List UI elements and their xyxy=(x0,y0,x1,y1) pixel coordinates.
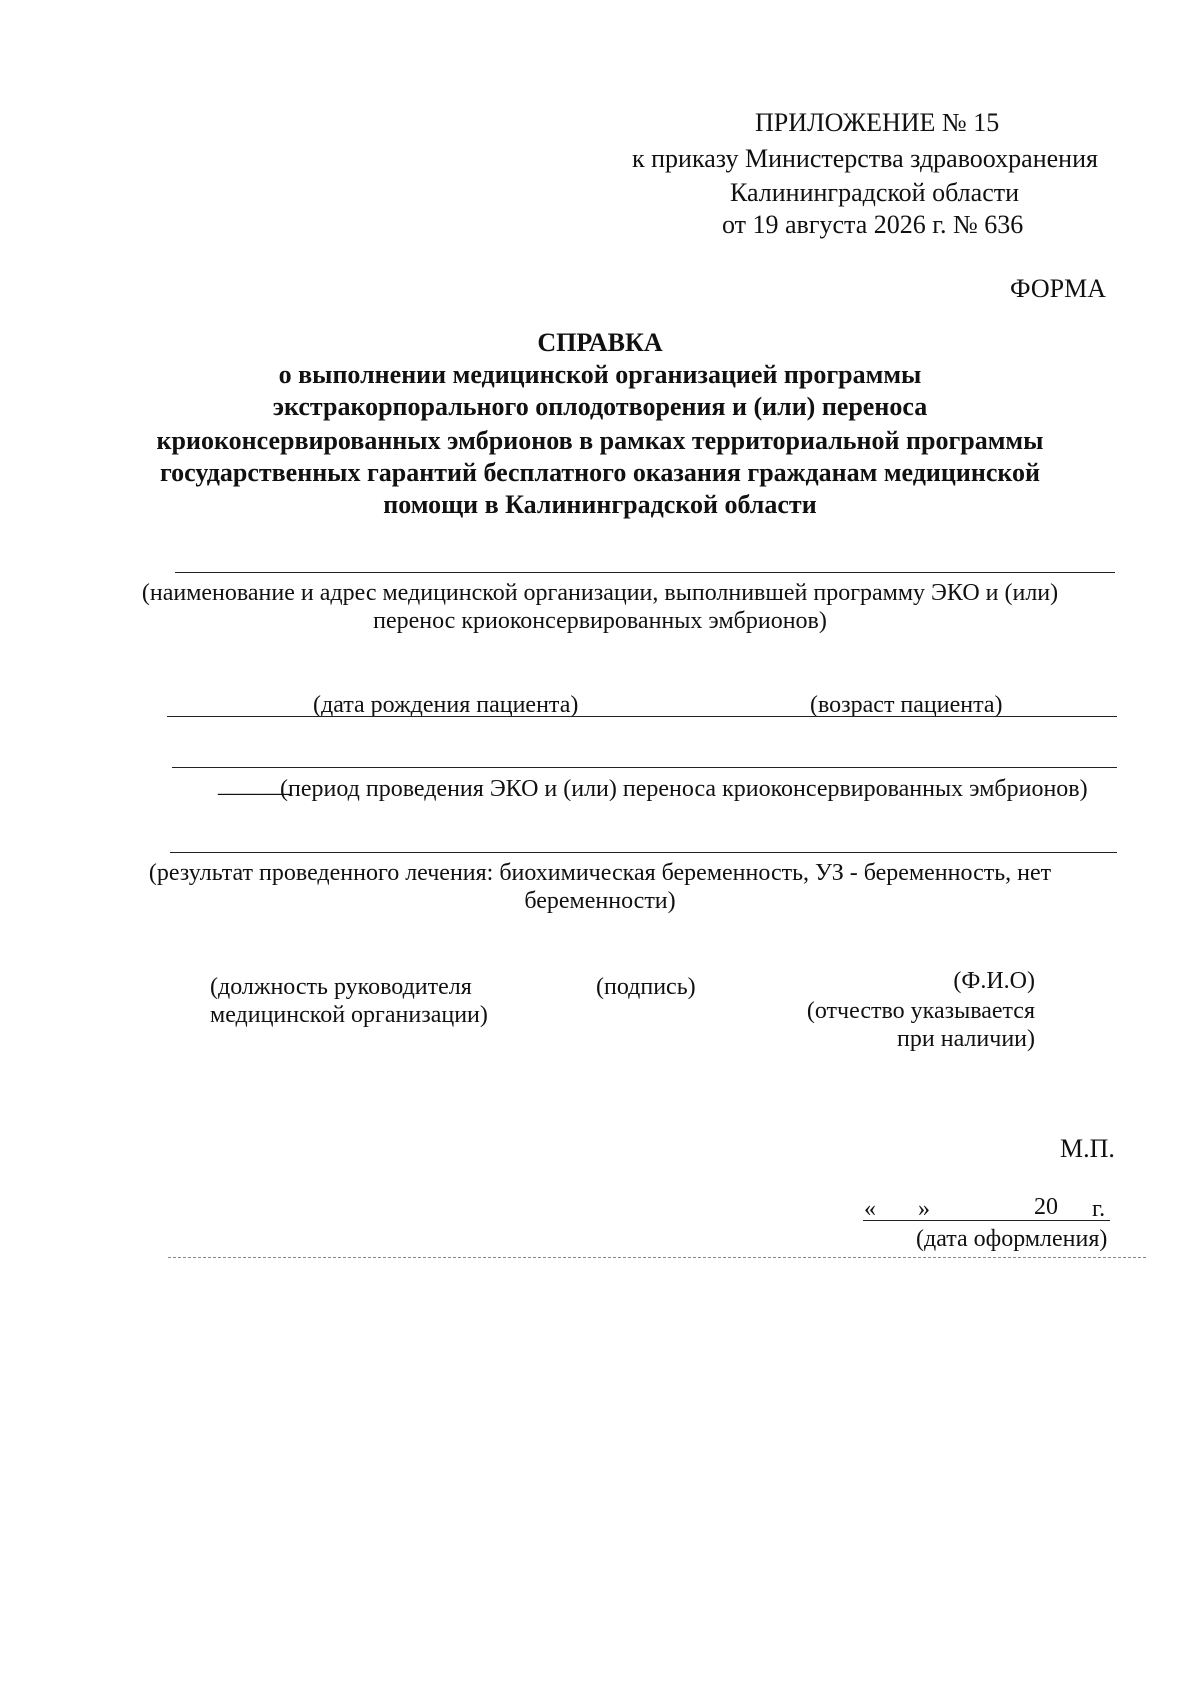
fio-caption-line-3: при наличии) xyxy=(897,1026,1035,1052)
birth-date-caption: (дата рождения пациента) xyxy=(313,692,579,718)
period-line xyxy=(172,767,1117,768)
date-year-prefix: 20 xyxy=(1034,1194,1058,1220)
org-caption-line-2: перенос криоконсервированных эмбрионов) xyxy=(373,608,827,634)
annex-number: ПРИЛОЖЕНИЕ № 15 xyxy=(755,108,1000,137)
annex-order-ref: к приказу Министерства здравоохранения xyxy=(632,144,1098,173)
date-caption: (дата оформления) xyxy=(916,1226,1108,1252)
period-blank: ______ xyxy=(218,772,290,798)
period-caption: (период проведения ЭКО и (или) переноса криоконсервированных эмбрионов) xyxy=(280,776,1088,802)
date-quote-open: « xyxy=(864,1196,876,1222)
result-caption-line-2: беременности) xyxy=(524,888,676,914)
fio-caption-line-1: (Ф.И.О) xyxy=(953,968,1035,994)
result-caption-line-1: (результат проведенного лечения: биохимическая беременность, УЗ - беременность, нет xyxy=(148,860,1052,886)
document-title: СПРАВКА xyxy=(537,328,663,357)
birth-age-line xyxy=(167,716,1117,717)
result-line xyxy=(170,852,1117,853)
annex-date: от 19 августа 2026 г. № 636 xyxy=(722,210,1024,239)
fio-caption-line-2: (отчество указывается xyxy=(806,998,1035,1024)
date-year-suffix: г. xyxy=(1092,1196,1106,1222)
bottom-border-line xyxy=(168,1257,1146,1258)
title-line-4: государственных гарантий бесплатного оказания гражданам медицинской xyxy=(160,458,1040,487)
stamp-place: М.П. xyxy=(1060,1134,1115,1163)
org-caption-line-1: (наименование и адрес медицинской организации, выполнившей программу ЭКО и (или) xyxy=(141,580,1059,606)
title-line-5: помощи в Калининградской области xyxy=(383,490,817,519)
title-line-3: криоконсервированных эмбрионов в рамках территориальной программы xyxy=(156,426,1044,455)
signature-caption: (подпись) xyxy=(596,974,696,1000)
date-quote-close: » xyxy=(918,1196,930,1222)
title-line-1: о выполнении медицинской организацией программы xyxy=(278,360,922,389)
position-caption-line-1: (должность руководителя xyxy=(210,974,472,1000)
age-caption: (возраст пациента) xyxy=(810,692,1003,718)
org-name-line xyxy=(175,572,1115,573)
position-caption-line-2: медицинской организации) xyxy=(210,1002,488,1028)
date-line xyxy=(863,1220,1110,1221)
form-label: ФОРМА xyxy=(1010,274,1106,303)
title-line-2: экстракорпорального оплодотворения и (или) переноса xyxy=(272,392,928,421)
annex-region: Калининградской области xyxy=(730,178,1020,207)
